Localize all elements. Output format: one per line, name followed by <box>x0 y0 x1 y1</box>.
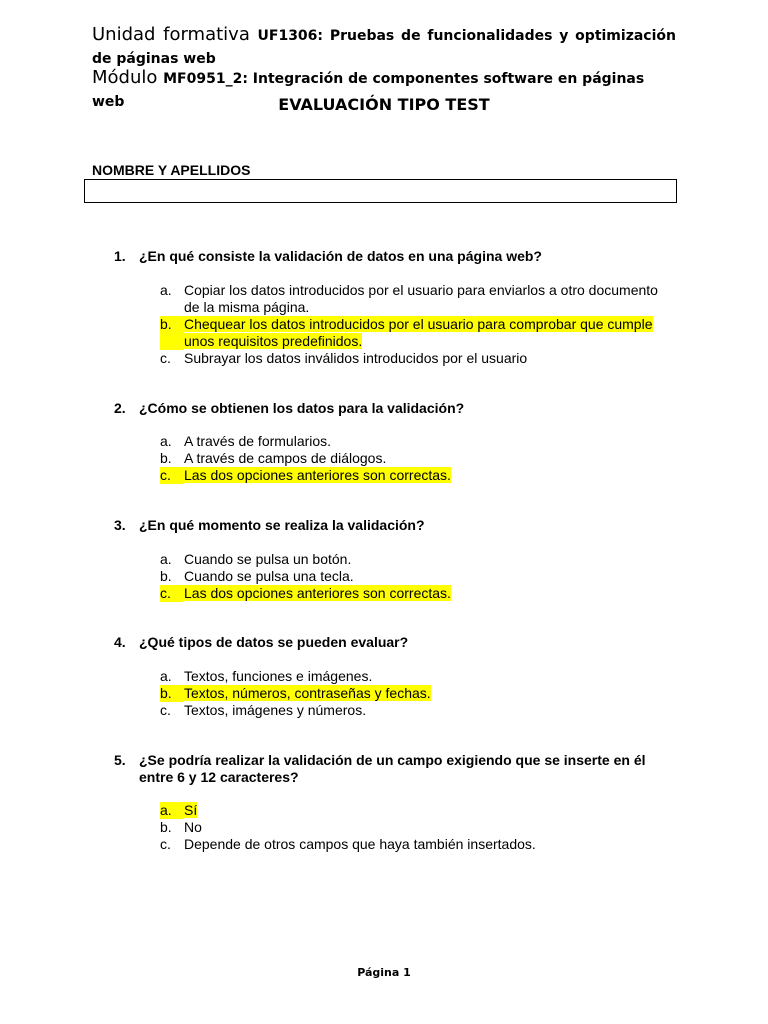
question-3-options <box>160 551 660 602</box>
question-text: ¿En qué momento se realiza la validación? <box>139 517 425 533</box>
option-letter: c. <box>160 350 171 366</box>
option-letter: a. <box>160 668 172 684</box>
option-2b[interactable] <box>160 450 660 467</box>
question-text: ¿Qué tipos de datos se pueden evaluar? <box>139 634 409 650</box>
option-text: Textos, números, contraseñas y fechas. <box>184 685 431 701</box>
unit-value: UF1306: Pruebas de funcionalidades y optimización de páginas web <box>92 28 676 67</box>
name-field[interactable] <box>84 179 677 203</box>
option-5c[interactable] <box>160 836 660 853</box>
option-text: Las dos opciones anteriores son correctas. <box>184 467 451 483</box>
question-number: 3. <box>114 517 126 533</box>
question-number: 4. <box>114 634 126 650</box>
name-label: NOMBRE Y APELLIDOS <box>92 162 251 178</box>
option-letter: b. <box>160 450 172 466</box>
option-3a[interactable] <box>160 551 660 568</box>
question-text: ¿En qué consiste la validación de datos en una página web? <box>139 248 542 264</box>
option-letter: c. <box>160 467 184 484</box>
option-5a[interactable] <box>160 802 660 819</box>
option-text: Subrayar los datos inválidos introducidos por el usuario <box>184 350 528 366</box>
option-text: A través de formularios. <box>184 433 332 449</box>
question-2 <box>114 400 674 417</box>
question-number: 2. <box>114 400 126 416</box>
option-text: Copiar los datos introducidos por el usuario para enviarlos a otro documento de la misma página. <box>184 282 658 315</box>
option-letter: b. <box>160 819 172 835</box>
question-1 <box>114 248 674 265</box>
option-letter: a. <box>160 802 184 819</box>
question-3 <box>114 517 674 534</box>
question-2-options <box>160 433 660 484</box>
option-letter: a. <box>160 433 172 449</box>
option-text: No <box>184 819 202 835</box>
option-letter: a. <box>160 282 172 298</box>
unit-label: Unidad formativa <box>92 24 250 45</box>
option-text: Depende de otros campos que haya también insertados. <box>184 836 536 852</box>
option-text: Sí <box>184 802 198 818</box>
option-text: Textos, funciones e imágenes. <box>184 668 373 684</box>
question-5 <box>114 752 674 786</box>
option-letter: b. <box>160 316 184 350</box>
option-3c[interactable] <box>160 585 660 602</box>
option-4b[interactable] <box>160 685 660 702</box>
option-text: Textos, imágenes y números. <box>184 702 367 718</box>
option-4c[interactable] <box>160 702 660 719</box>
option-1b[interactable] <box>160 316 660 350</box>
question-number: 5. <box>114 752 126 768</box>
option-text: Cuando se pulsa una tecla. <box>184 568 354 584</box>
question-4 <box>114 634 674 651</box>
question-text: ¿Cómo se obtienen los datos para la validación? <box>139 400 465 416</box>
page-number: Página 1 <box>357 966 411 979</box>
module-value: MF0951_2: Integración de componentes software en páginas web <box>92 71 645 110</box>
option-4a[interactable] <box>160 668 660 685</box>
option-letter: c. <box>160 836 171 852</box>
question-text: ¿Se podría realizar la validación de un campo exigiendo que se inserte en él entre 6 y 12 caracteres? <box>139 752 646 785</box>
option-letter: b. <box>160 685 184 702</box>
option-5b[interactable] <box>160 819 660 836</box>
option-text: Chequear los datos introducidos por el usuario para comprobar que cumple unos requisitos predefinidos. <box>184 316 653 349</box>
option-2c[interactable] <box>160 467 660 484</box>
option-1c[interactable] <box>160 350 660 367</box>
option-letter: a. <box>160 551 172 567</box>
question-1-options <box>160 282 660 367</box>
question-4-options <box>160 668 660 719</box>
unit-heading <box>92 24 676 70</box>
option-3b[interactable] <box>160 568 660 585</box>
option-2a[interactable] <box>160 433 660 450</box>
option-letter: c. <box>160 702 171 718</box>
question-number: 1. <box>114 248 126 264</box>
option-text: Las dos opciones anteriores son correctas. <box>184 585 451 601</box>
module-label: Módulo <box>92 67 158 88</box>
option-text: A través de campos de diálogos. <box>184 450 387 466</box>
option-letter: c. <box>160 585 184 602</box>
option-1a[interactable] <box>160 282 660 316</box>
page-title: EVALUACIÓN TIPO TEST <box>278 95 490 114</box>
option-letter: b. <box>160 568 172 584</box>
question-5-options <box>160 802 660 853</box>
option-text: Cuando se pulsa un botón. <box>184 551 352 567</box>
